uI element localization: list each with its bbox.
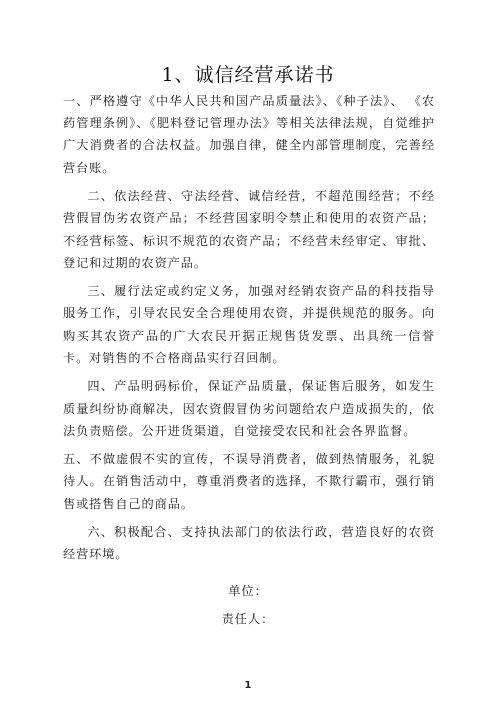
clause-4: 四、产品明码标价，保证产品质量，保证售后服务，如发生质量纠纷协商解决，因农资假冒伪劣问题给农户造成损失的，依法负责赔偿。公开进货渠道，自觉接受农民和社会各界监督。 xyxy=(63,379,435,438)
clause-6: 六、积极配合、支持执法部门的依法行政，营造良好的农资经营环境。 xyxy=(63,525,435,562)
signature-person-label: 责任人： xyxy=(221,612,275,626)
clause-1: 一、严格遵守《中华人民共和国产品质量法》、《种子法》、 《农药管理条例》、《肥料登记管理办法》等相关法律法规，自觉维护广大消费者的合法权益。加强自律，健全内部管理制度，完善经营台账。 xyxy=(63,94,435,175)
document-title: 1、诚信经营承诺书 xyxy=(161,64,335,86)
document-body xyxy=(63,90,435,572)
clause-5: 五、不做虚假不实的宣传，不误导消费者，做到热情服务，礼貌待人。在销售活动中，尊重消费者的选择，不欺行霸市，强行销售或搭售自己的商品。 xyxy=(63,452,435,511)
clause-2: 二、依法经营、守法经营、诚信经营，不超范围经营；不经营假冒伪劣农资产品；不经营国家明令禁止和使用的农资产品；不经营标签、标识不规范的农资产品；不经营未经审定、审批、登记和过期的农资产品。 xyxy=(63,189,435,270)
signature-unit-label: 单位： xyxy=(228,584,268,598)
page-number: 1 xyxy=(244,680,252,691)
clause-3: 三、履行法定或约定义务，加强对经销农资产品的科技指导服务工作，引导农民安全合理使用农资，并提供规范的服务。向购买其农资产品的广大农民开据正规售货发票、出具统一信誉卡。对销售的不合格商品实行召回制。 xyxy=(63,284,435,365)
